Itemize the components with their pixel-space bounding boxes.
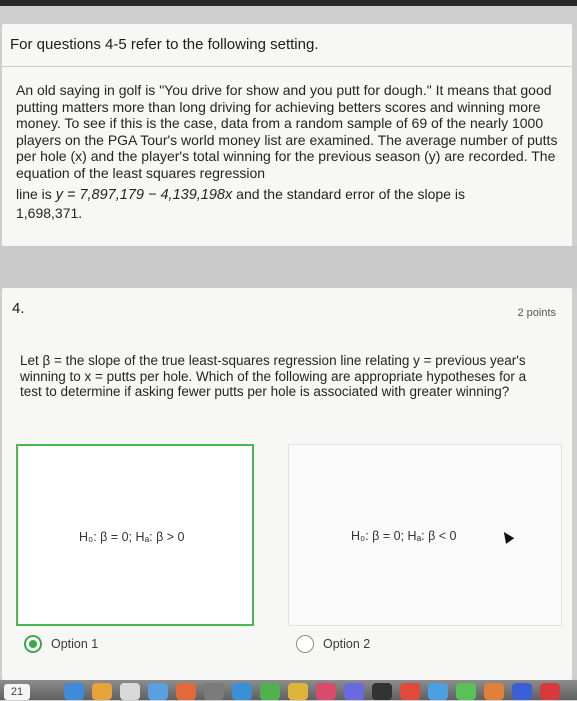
app-icon[interactable] — [456, 683, 476, 700]
card-gap — [0, 246, 577, 288]
app-icon[interactable] — [344, 683, 364, 700]
setting-paragraph: An old saying in golf is "You drive for show and you putt for dough." It means that good putting matters more than long driving for achieving betters scores and winning more money. To see if this is the case, data from a random sample of 69 of the nearly 1000 players on the PGA Tour's world money list are examined. The average number of putts per hole (x) and the player's total winning for the previous season (y) are recorded. The equation of the least squares regression — [16, 82, 558, 181]
option-2-radio[interactable] — [296, 635, 314, 653]
option-2-label: Option 2 — [323, 637, 371, 651]
dock — [0, 680, 577, 700]
app-icon[interactable] — [400, 683, 420, 700]
app-icon[interactable] — [288, 683, 308, 700]
option-1-hypothesis: H₀: β = 0; Hₐ: β > 0 — [79, 530, 185, 544]
top-bar — [0, 0, 577, 6]
app-icon[interactable] — [540, 683, 560, 700]
regression-line-text — [16, 186, 558, 204]
option-2-radio-row[interactable] — [296, 634, 370, 654]
app-icon[interactable] — [120, 683, 140, 700]
question-number: 4. — [12, 300, 25, 317]
app-icon[interactable] — [512, 683, 532, 700]
question-points: 2 points — [517, 307, 556, 319]
option-2-card[interactable] — [288, 444, 562, 626]
option-1-card[interactable] — [16, 444, 254, 626]
app-icon[interactable] — [64, 683, 84, 700]
app-icon[interactable] — [148, 683, 168, 700]
calendar-app-icon[interactable]: 21 — [4, 684, 30, 700]
standard-error: 1,698,371. — [16, 205, 83, 222]
option-1-radio[interactable] — [24, 635, 42, 653]
setting-body — [16, 82, 558, 222]
line-prefix: line is — [16, 185, 52, 202]
app-icon[interactable] — [92, 683, 112, 700]
app-icon[interactable] — [316, 683, 336, 700]
question-card — [2, 288, 572, 680]
app-icon[interactable] — [260, 683, 280, 700]
setting-heading: For questions 4-5 refer to the following setting. — [10, 36, 319, 53]
setting-card — [2, 24, 572, 246]
app-icon[interactable] — [176, 683, 196, 700]
option-1-label: Option 1 — [51, 637, 99, 651]
option-1-radio-row[interactable] — [24, 634, 98, 654]
setting-divider — [2, 66, 572, 67]
app-icon[interactable] — [428, 683, 448, 700]
question-text: Let β = the slope of the true least-squares regression line relating y = previous year's winning to x = putts per hole. Which of the following are appropriate hypotheses for a test to determine if asking fewer putts per hole is associated with greater winning? — [20, 353, 527, 399]
app-icon[interactable] — [372, 683, 392, 700]
app-icon[interactable] — [232, 683, 252, 700]
app-icon[interactable] — [204, 683, 224, 700]
line-suffix: and the standard error of the slope is — [236, 185, 465, 202]
app-icon[interactable] — [484, 683, 504, 700]
mouse-cursor-icon — [500, 529, 515, 544]
option-2-hypothesis: H₀: β = 0; Hₐ: β < 0 — [351, 529, 457, 543]
regression-equation: y = 7,897,179 − 4,139,198x — [55, 186, 233, 203]
